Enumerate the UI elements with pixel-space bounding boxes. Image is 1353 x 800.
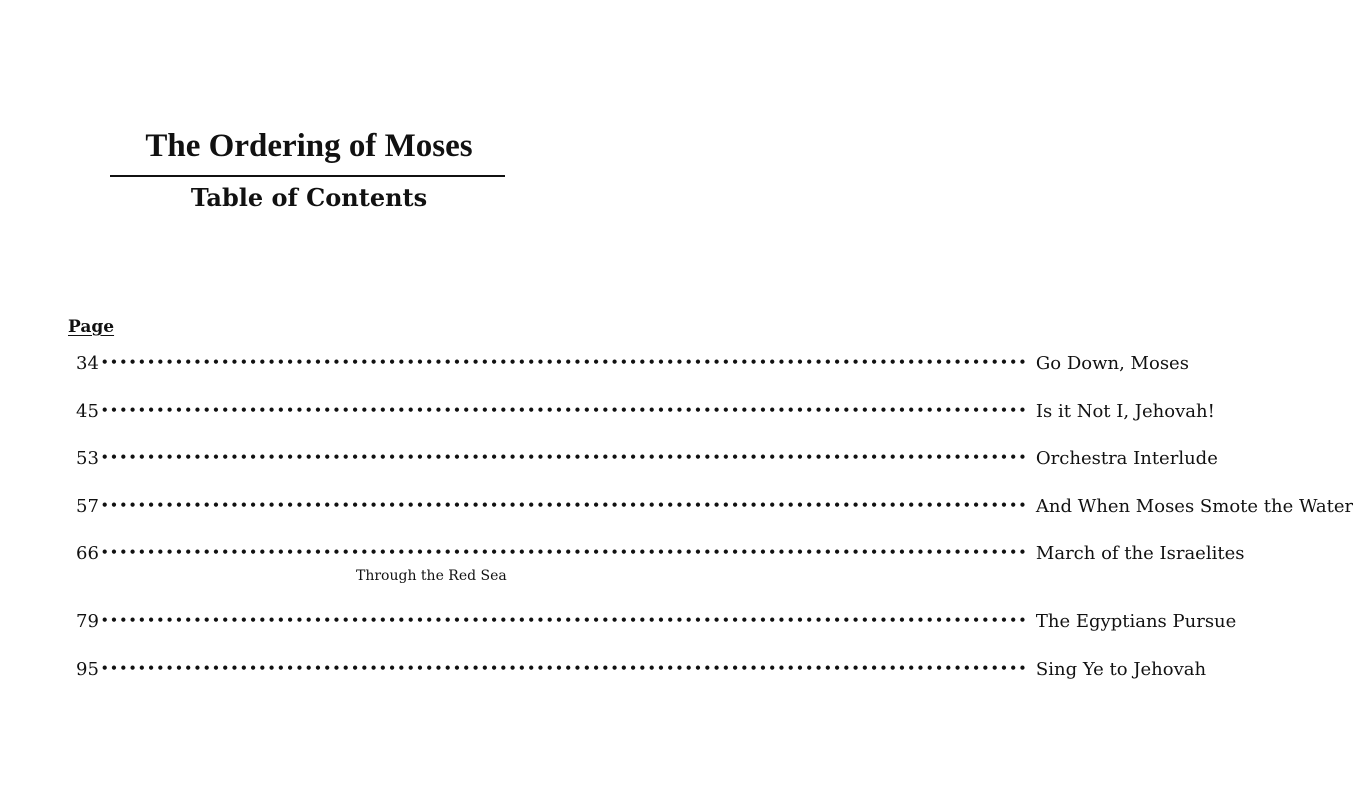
toc-entry-subtitle: Through the Red Sea [356,568,507,584]
toc-page-number: 95 [76,659,99,680]
toc-entry[interactable] [76,446,1218,474]
toc-leader-dots: •••••••••••••••••••••••••••••••••••••••••••••••••••••••••••••••••••••••••••••••••••••••••••••••••••• [100,355,1028,369]
toc-entry[interactable] [76,494,1353,522]
toc-page-number: 79 [76,611,99,632]
toc-entry[interactable] [76,657,1207,685]
toc-entry-title: Is it Not I, Jehovah! [1035,401,1215,422]
toc-entry[interactable] [76,399,1215,427]
toc-leader-dots: •••••••••••••••••••••••••••••••••••••••••••••••••••••••••••••••••••••••••••••••••••••••••••••••••••• [100,403,1028,417]
toc-leader-dots: •••••••••••••••••••••••••••••••••••••••••••••••••••••••••••••••••••••••••••••••••••••••••••••••••••• [100,545,1028,559]
toc-page-number: 57 [76,496,99,517]
toc-entry-title: The Egyptians Pursue [1035,611,1237,632]
page-title: The Ordering of Moses [145,128,473,164]
toc-leader-dots: •••••••••••••••••••••••••••••••••••••••••••••••••••••••••••••••••••••••••••••••••••••••••••••••••••• [100,613,1028,627]
title-divider [110,175,505,177]
toc-entry-title: And When Moses Smote the Water [1035,496,1353,517]
toc-entry-title: Orchestra Interlude [1035,448,1218,469]
toc-entry-title: Sing Ye to Jehovah [1035,659,1207,680]
toc-leader-dots: •••••••••••••••••••••••••••••••••••••••••••••••••••••••••••••••••••••••••••••••••••••••••••••••••••• [100,661,1028,675]
toc-entry[interactable] [76,609,1237,637]
toc-page-number: 66 [76,543,99,564]
toc-page-number: 45 [76,401,99,422]
toc-leader-dots: •••••••••••••••••••••••••••••••••••••••••••••••••••••••••••••••••••••••••••••••••••••••••••••••••••• [100,498,1028,512]
toc-page-number: 53 [76,448,99,469]
toc-entry[interactable] [76,351,1189,379]
page-subtitle: Table of Contents [190,183,428,212]
page-column-heading: Page [68,317,115,337]
toc-leader-dots: •••••••••••••••••••••••••••••••••••••••••••••••••••••••••••••••••••••••••••••••••••••••••••••••••••• [100,450,1028,464]
toc-page-number: 34 [76,353,99,374]
toc-entry-title: Go Down, Moses [1035,353,1189,374]
toc-entry-title: March of the Israelites [1035,543,1245,564]
toc-entry[interactable] [76,541,1245,569]
